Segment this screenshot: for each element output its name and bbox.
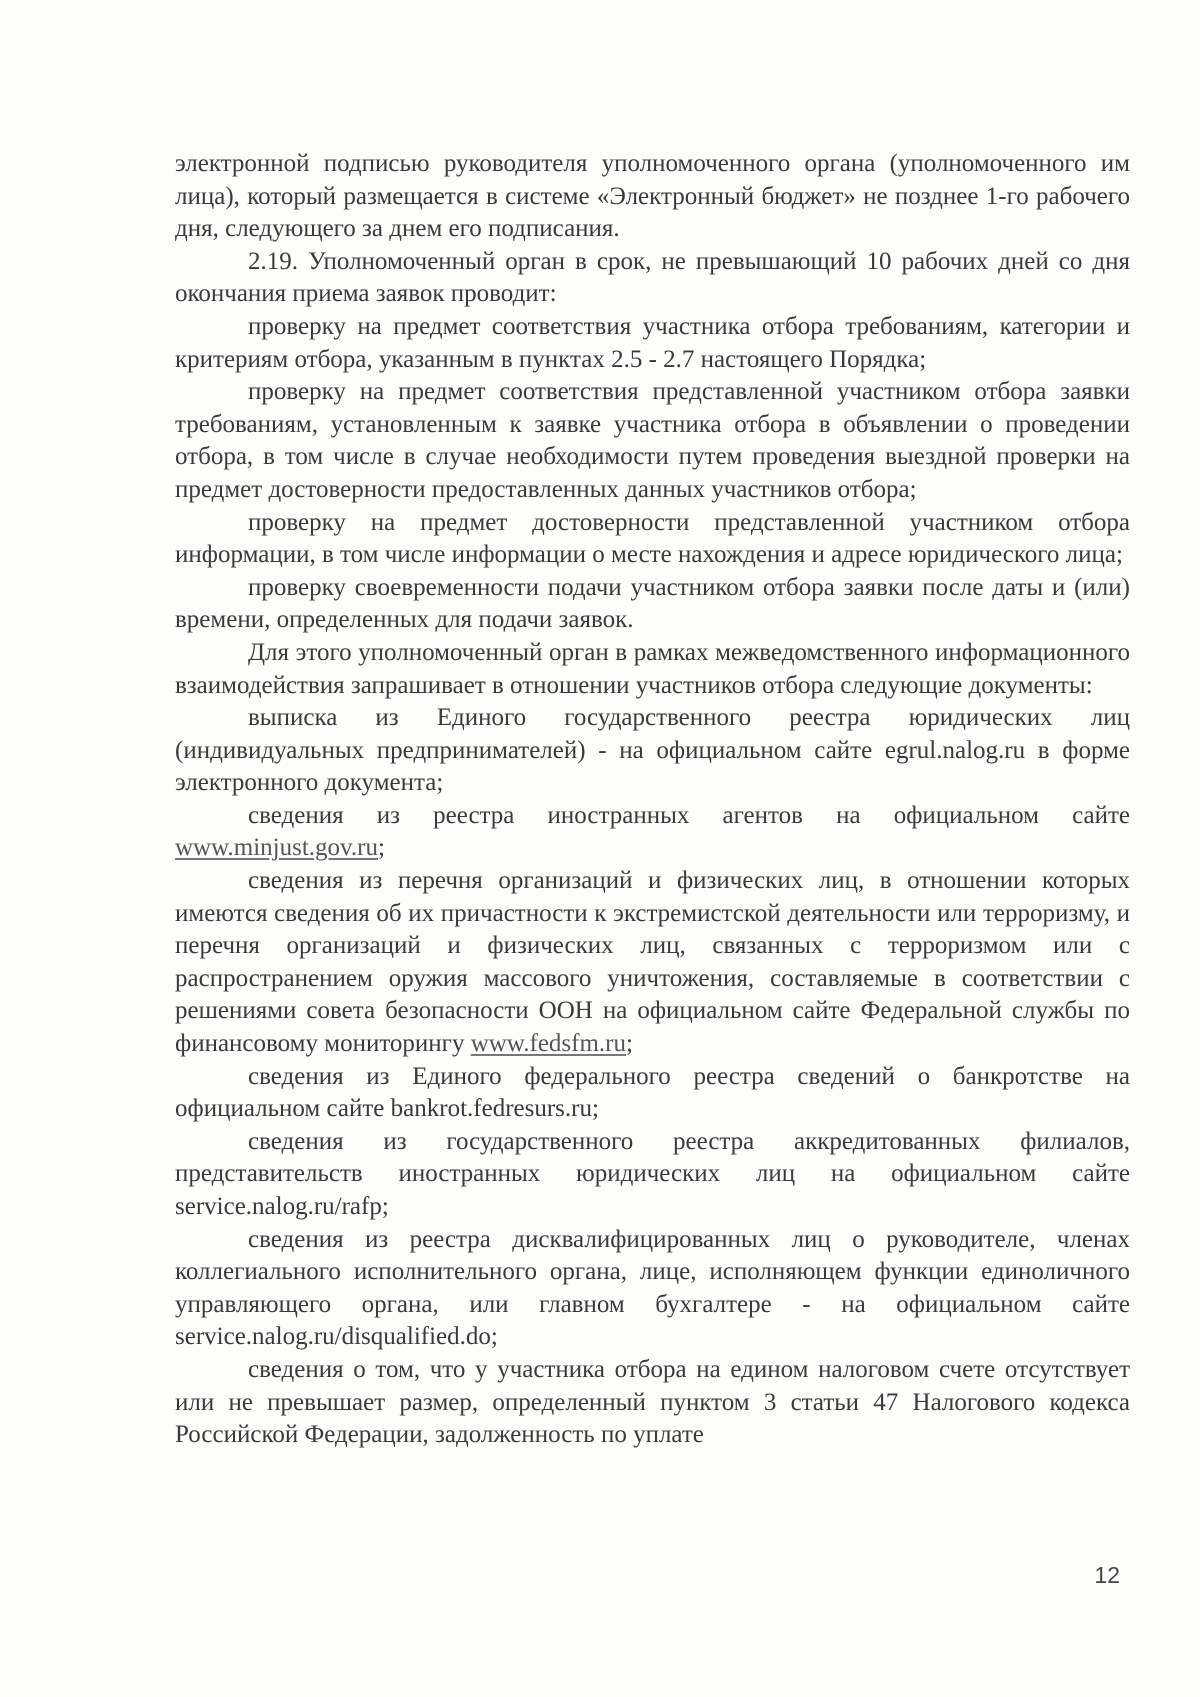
- paragraph-5: [175, 572, 1130, 637]
- fedsfm-link[interactable]: www.fedsfm.ru: [470, 1030, 626, 1058]
- paragraph-8: [175, 800, 1130, 865]
- paragraph-7: [175, 702, 1130, 800]
- paragraph-2: [175, 311, 1130, 376]
- paragraph-9: [175, 865, 1130, 1061]
- paragraph-1: [175, 246, 1130, 311]
- paragraph-suffix: ;: [626, 1030, 633, 1058]
- paragraph-text: проверку на предмет достоверности представленной участником отбора информации, в том числе информации о месте нахождения и адресе юридического лица;: [175, 508, 1130, 569]
- paragraph-3: [175, 376, 1130, 506]
- paragraph-text: сведения из перечня организаций и физических лиц, в отношении которых имеются сведения об их причастности к экстремистской деятельности или терроризму, и перечня организаций и физических лиц, связанных с терроризмом или с распространением оружия массового уничтожения, составляемые в соответствии с решениями совета безопасности ООН на официальном сайте Федеральной службы по финансовому мониторингу: [175, 867, 1130, 1058]
- paragraph-text: проверку на предмет соответствия участника отбора требованиям, категории и критериям отбора, указанным в пунктах 2.5 - 2.7 настоящего Порядка;: [175, 312, 1130, 373]
- paragraph-suffix: ;: [378, 834, 385, 862]
- paragraph-text: сведения из Единого федерального реестра сведений о банкротстве на официальном сайте bankrot.fedresurs.ru;: [175, 1062, 1130, 1123]
- document-body: [175, 148, 1130, 1452]
- paragraph-4: [175, 507, 1130, 572]
- paragraph-12: [175, 1224, 1130, 1354]
- minjust-link[interactable]: www.minjust.gov.ru: [175, 834, 379, 862]
- page-number: 12: [1094, 1562, 1120, 1588]
- paragraph-6: [175, 637, 1130, 702]
- paragraph-text: сведения из реестра дисквалифицированных лиц о руководителе, членах коллегиального исполнительного органа, лице, исполняющем функции единоличного управляющего органа, или главном бухгалтере - на официальном сайте service.nalog.ru/disqualified.do;: [175, 1225, 1130, 1351]
- paragraph-text: проверку на предмет соответствия представленной участником отбора заявки требованиям, установленным к заявке участника отбора в объявлении о проведении отбора, в том числе в случае необходимости путем проведения выездной проверки на предмет достоверности предоставленных данных участников отбора;: [175, 378, 1130, 503]
- paragraph-11: [175, 1126, 1130, 1224]
- paragraph-text: сведения из государственного реестра аккредитованных филиалов, представительств иностранных юридических лиц на официальном сайте service.nalog.ru/rafp;: [175, 1127, 1130, 1220]
- paragraph-text: выписка из Единого государственного реестра юридических лиц (индивидуальных предпринимателей) - на официальном сайте egrul.nalog.ru в форме электронного документа;: [175, 704, 1130, 797]
- paragraph-text: проверку своевременности подачи участником отбора заявки после даты и (или) времени, определенных для подачи заявок.: [175, 573, 1130, 634]
- paragraph-10: [175, 1061, 1130, 1126]
- paragraph-text: сведения из реестра иностранных агентов на официальном сайте: [248, 801, 1130, 829]
- paragraph-13: [175, 1354, 1130, 1452]
- paragraph-text: 2.19. Уполномоченный орган в срок, не превышающий 10 рабочих дней со дня окончания приема заявок проводит:: [175, 247, 1130, 308]
- paragraph-0: [175, 148, 1130, 246]
- paragraph-text: Для этого уполномоченный орган в рамках межведомственного информационного взаимодействия запрашивает в отношении участников отбора следующие документы:: [175, 638, 1130, 699]
- paragraph-text: сведения о том, что у участника отбора на едином налоговом счете отсутствует или не превышает размер, определенный пунктом 3 статьи 47 Налогового кодекса Российской Федерации, задолженность по уплате: [175, 1355, 1130, 1449]
- paragraph-text: электронной подписью руководителя уполномоченного органа (уполномоченного им лица), который размещается в системе «Электронный бюджет» не позднее 1-го рабочего дня, следующего за днем его подписания.: [175, 150, 1130, 243]
